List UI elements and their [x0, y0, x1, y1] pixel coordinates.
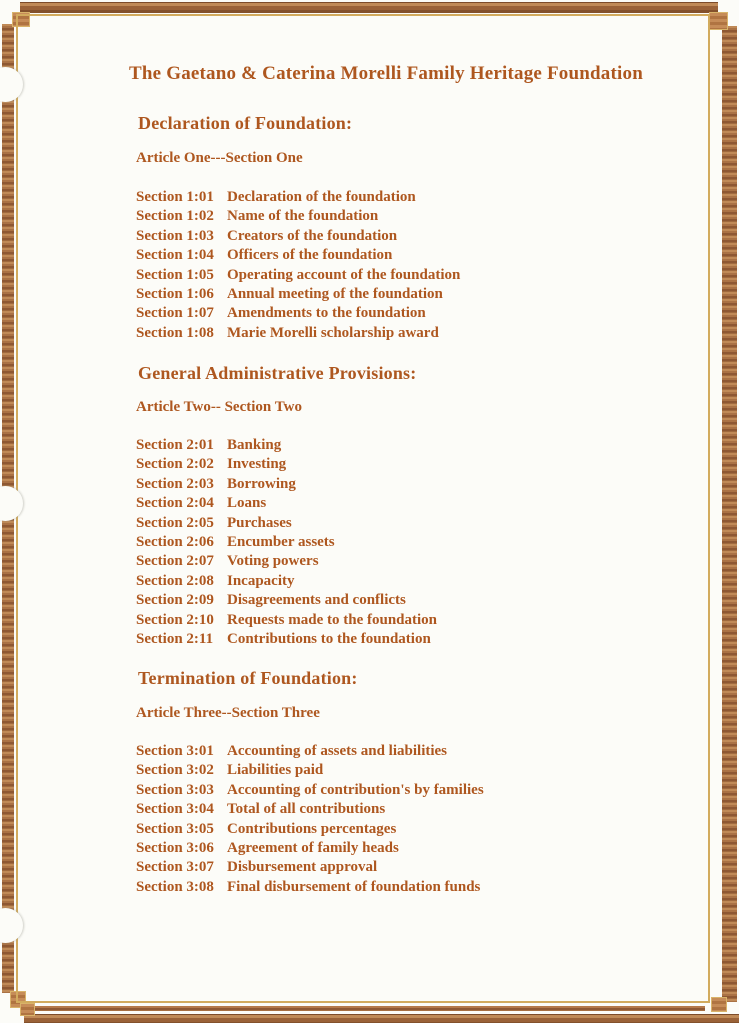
toc-row-text: Incapacity [227, 572, 295, 589]
section-heading-termination: Termination of Foundation: [138, 668, 358, 688]
toc-row [136, 436, 437, 455]
toc-row-label: Section 2:02 [136, 456, 214, 473]
toc-row [136, 207, 460, 226]
toc-row-text: Liabilities paid [227, 762, 324, 779]
toc-row-text: Investing [227, 456, 287, 473]
toc-row [136, 552, 437, 571]
toc-row [136, 246, 460, 265]
toc-row-label: Section 1:04 [136, 247, 214, 264]
toc-list-article-two [136, 436, 437, 649]
toc-row [136, 324, 460, 343]
toc-row-text: Purchases [227, 514, 292, 531]
toc-row-text: Agreement of family heads [227, 840, 399, 857]
toc-row-text: Disbursement approval [227, 859, 378, 876]
toc-row [136, 858, 484, 877]
toc-row-label: Section 2:06 [136, 534, 214, 551]
frame-corner-step-top-right [709, 12, 728, 30]
toc-row-label: Section 3:02 [136, 762, 214, 779]
toc-row-text: Declaration of the foundation [227, 189, 416, 205]
toc-row-label: Section 1:03 [136, 227, 214, 244]
toc-row [136, 285, 460, 304]
toc-row-text: Annual meeting of the foundation [227, 286, 443, 303]
toc-row [136, 611, 437, 630]
toc-row-text: Final disbursement of foundation funds [227, 878, 481, 895]
toc-row-label: Section 1:01 [136, 189, 214, 205]
toc-row [136, 820, 484, 839]
toc-row [136, 475, 437, 494]
toc-row-label: Section 1:06 [136, 286, 214, 303]
toc-row [136, 514, 437, 533]
toc-row-text: Contributions percentages [227, 820, 397, 837]
toc-row-label: Section 1:08 [136, 324, 214, 341]
toc-row-text: Operating account of the foundation [227, 266, 461, 283]
toc-row [136, 304, 460, 323]
toc-row-text: Banking [227, 437, 282, 453]
toc-row-label: Section 3:06 [136, 840, 214, 857]
toc-row-text: Loans [227, 495, 267, 512]
toc-row-text: Name of the foundation [227, 208, 379, 225]
toc-row [136, 591, 437, 610]
toc-row-label: Section 3:08 [136, 878, 214, 895]
toc-row-text: Encumber assets [227, 534, 335, 551]
toc-row [136, 572, 437, 591]
toc-row-text: Accounting of contribution's by families [227, 781, 484, 798]
frame-right-band [722, 26, 737, 1002]
toc-row-text: Total of all contributions [227, 801, 386, 818]
toc-row-label: Section 3:07 [136, 859, 214, 876]
toc-row [136, 839, 484, 858]
toc-row-label: Section 2:01 [136, 437, 214, 453]
article-line-one: Article One---Section One [136, 150, 303, 166]
toc-list-article-three [136, 742, 484, 897]
toc-row [136, 533, 437, 552]
toc-row-label: Section 2:10 [136, 611, 214, 628]
toc-row [136, 800, 484, 819]
toc-row-label: Section 3:05 [136, 820, 214, 837]
toc-row-text: Creators of the foundation [227, 227, 398, 244]
toc-row [136, 227, 460, 246]
toc-row-label: Section 1:07 [136, 305, 214, 322]
toc-row-text: Borrowing [227, 475, 296, 492]
toc-row-label: Section 2:03 [136, 475, 214, 492]
section-heading-general-admin: General Administrative Provisions: [138, 363, 417, 383]
toc-row-text: Voting powers [227, 553, 319, 570]
toc-row-text: Accounting of assets and liabilities [227, 743, 448, 759]
section-heading-declaration: Declaration of Foundation: [138, 113, 353, 133]
toc-row-label: Section 1:02 [136, 208, 214, 225]
toc-row-text: Marie Morelli scholarship award [227, 324, 439, 341]
frame-bottom-thick-band [24, 1014, 739, 1023]
toc-row-text: Requests made to the foundation [227, 611, 438, 628]
toc-row [136, 761, 484, 780]
toc-row-label: Section 2:09 [136, 592, 214, 609]
frame-bottom-thin-band [32, 1006, 705, 1011]
toc-row [136, 188, 460, 207]
toc-row-label: Section 3:04 [136, 801, 214, 818]
toc-row [136, 455, 437, 474]
toc-list-article-one [136, 188, 460, 343]
toc-row [136, 878, 484, 897]
toc-row-text: Disagreements and conflicts [227, 592, 406, 609]
toc-row-label: Section 2:04 [136, 495, 214, 512]
toc-row-label: Section 3:01 [136, 743, 214, 759]
toc-row [136, 781, 484, 800]
toc-row-label: Section 2:11 [136, 631, 214, 648]
toc-row-label: Section 2:08 [136, 572, 214, 589]
toc-row [136, 742, 484, 761]
article-line-two: Article Two-- Section Two [136, 399, 302, 415]
toc-row-label: Section 2:05 [136, 514, 214, 531]
toc-row-text: Contributions to the foundation [227, 631, 431, 648]
toc-row-label: Section 2:07 [136, 553, 214, 570]
toc-row-label: Section 3:03 [136, 781, 214, 798]
frame-top-band [20, 2, 718, 13]
toc-row [136, 266, 460, 285]
toc-row-label: Section 1:05 [136, 266, 214, 283]
frame-corner-step-bottom-left-2 [20, 1003, 35, 1016]
article-line-three: Article Three--Section Three [136, 705, 320, 721]
toc-row [136, 630, 437, 649]
page-title: The Gaetano & Caterina Morelli Family Heritage Foundation [129, 63, 643, 84]
frame-corner-step-bottom-right [711, 997, 727, 1012]
toc-row-text: Officers of the foundation [227, 247, 393, 264]
toc-row [136, 494, 437, 513]
toc-row-text: Amendments to the foundation [227, 305, 426, 322]
